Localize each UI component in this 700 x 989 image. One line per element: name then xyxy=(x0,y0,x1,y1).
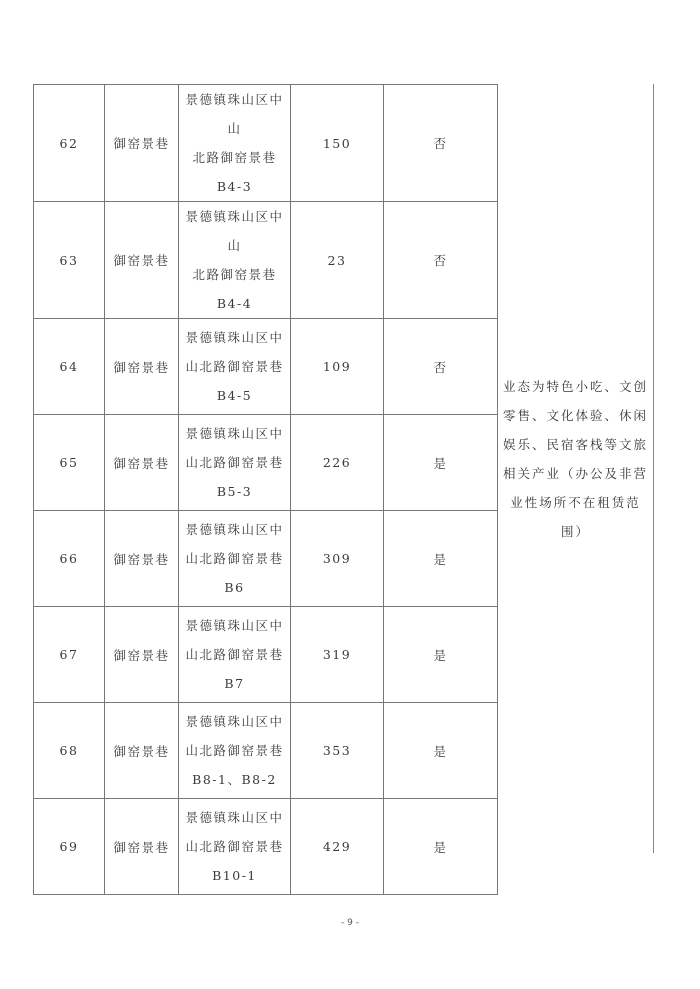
table-row xyxy=(34,415,498,511)
project-name-cell: 御窑景巷 xyxy=(105,799,179,895)
address-cell xyxy=(179,415,291,511)
note-line: 业性场所不在租赁范 xyxy=(510,495,641,510)
flag-cell: 否 xyxy=(384,319,498,415)
table-row xyxy=(34,607,498,703)
note-line: 相关产业（办公及非营 xyxy=(502,466,648,481)
address-line: 景德镇珠山区中 xyxy=(185,426,284,441)
project-name-cell: 御窑景巷 xyxy=(105,85,179,202)
project-name-cell: 御窑景巷 xyxy=(105,607,179,703)
project-name-cell: 御窑景巷 xyxy=(105,511,179,607)
area-cell: 109 xyxy=(291,319,384,415)
table-row xyxy=(34,703,498,799)
address-line: B8-1、B8-2 xyxy=(192,772,277,787)
note-line: 业态为特色小吃、文创 xyxy=(502,379,648,394)
area-cell: 309 xyxy=(291,511,384,607)
address-line: 山北路御窑景巷 xyxy=(185,647,284,662)
table-row xyxy=(34,799,498,895)
note-line: 围） xyxy=(560,524,590,539)
row-number-cell: 68 xyxy=(34,703,105,799)
note-line: 零售、文化体验、休闲 xyxy=(502,408,648,423)
flag-cell: 是 xyxy=(384,607,498,703)
flag-cell: 否 xyxy=(384,202,498,319)
address-line: B5-3 xyxy=(216,484,253,499)
flag-cell: 是 xyxy=(384,511,498,607)
table-row xyxy=(34,319,498,415)
address-line: 景德镇珠山区中 xyxy=(185,330,284,345)
address-line: B10-1 xyxy=(212,868,257,883)
address-line: 山北路御窑景巷 xyxy=(185,743,284,758)
flag-cell: 否 xyxy=(384,85,498,202)
project-name-cell: 御窑景巷 xyxy=(105,319,179,415)
table-row xyxy=(34,85,498,202)
row-number-cell: 66 xyxy=(34,511,105,607)
page-number: - 9 - xyxy=(341,918,359,928)
project-name-cell: 御窑景巷 xyxy=(105,415,179,511)
address-line: B4-5 xyxy=(216,388,253,403)
project-name-cell: 御窑景巷 xyxy=(105,202,179,319)
address-line: 山北路御窑景巷 xyxy=(185,839,284,854)
address-cell xyxy=(179,799,291,895)
flag-cell: 是 xyxy=(384,799,498,895)
address-cell xyxy=(179,202,291,319)
address-line: 景德镇珠山区中 xyxy=(185,714,284,729)
project-name-cell: 御窑景巷 xyxy=(105,703,179,799)
area-cell: 23 xyxy=(291,202,384,319)
address-line: 景德镇珠山区中 xyxy=(185,810,284,825)
row-number-cell: 69 xyxy=(34,799,105,895)
address-line: B6 xyxy=(224,580,245,595)
address-line: 景德镇珠山区中山 xyxy=(185,92,284,136)
area-cell: 429 xyxy=(291,799,384,895)
address-line: 北路御窑景巷 B4-3 xyxy=(192,150,277,194)
row-number-cell: 67 xyxy=(34,607,105,703)
business-type-note xyxy=(499,372,652,546)
address-cell xyxy=(179,607,291,703)
address-cell xyxy=(179,511,291,607)
address-cell xyxy=(179,319,291,415)
address-cell xyxy=(179,703,291,799)
address-line: 北路御窑景巷 B4-4 xyxy=(192,267,277,311)
address-line: 景德镇珠山区中 xyxy=(185,522,284,537)
row-number-cell: 64 xyxy=(34,319,105,415)
address-line: 山北路御窑景巷 xyxy=(185,551,284,566)
flag-cell: 是 xyxy=(384,703,498,799)
right-column-border xyxy=(653,84,654,853)
flag-cell: 是 xyxy=(384,415,498,511)
address-cell xyxy=(179,85,291,202)
table-row xyxy=(34,511,498,607)
area-cell: 319 xyxy=(291,607,384,703)
row-number-cell: 63 xyxy=(34,202,105,319)
note-line: 娱乐、民宿客栈等文旅 xyxy=(502,437,648,452)
address-line: B7 xyxy=(224,676,245,691)
table-row xyxy=(34,202,498,319)
row-number-cell: 65 xyxy=(34,415,105,511)
property-table xyxy=(33,84,498,895)
row-number-cell: 62 xyxy=(34,85,105,202)
area-cell: 226 xyxy=(291,415,384,511)
address-line: 景德镇珠山区中 xyxy=(185,618,284,633)
address-line: 山北路御窑景巷 xyxy=(185,359,284,374)
address-line: 景德镇珠山区中山 xyxy=(185,209,284,253)
address-line: 山北路御窑景巷 xyxy=(185,455,284,470)
area-cell: 353 xyxy=(291,703,384,799)
area-cell: 150 xyxy=(291,85,384,202)
